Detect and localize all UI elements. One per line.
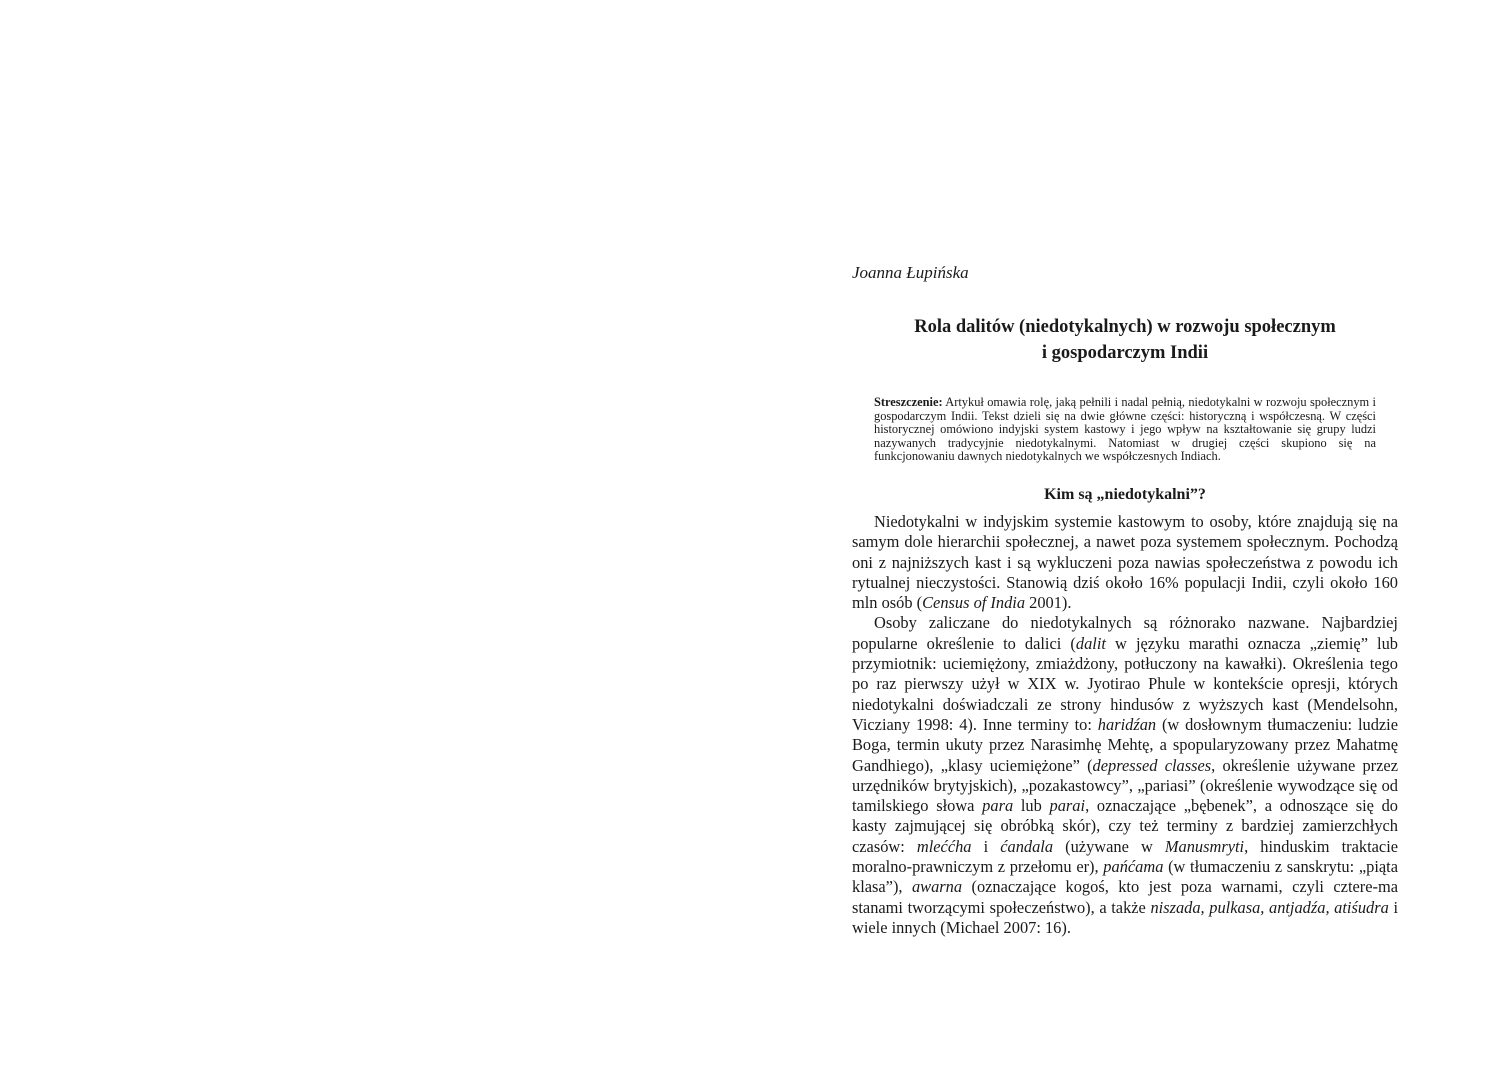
- italic-term: awarna: [911, 877, 963, 897]
- article-content: [852, 262, 1398, 938]
- article-title: [852, 314, 1398, 366]
- text-run: lub: [1013, 796, 1050, 816]
- italic-term: parai: [1049, 796, 1086, 816]
- body-text: [852, 512, 1398, 938]
- body-paragraph: [852, 512, 1398, 613]
- italic-term: depressed classes: [1092, 755, 1212, 775]
- italic-term: Census of India: [922, 593, 1026, 613]
- body-paragraph: [852, 613, 1398, 938]
- text-run: , określenie używane przez urzędników brytyjskich), „pozakastowcy”, „pariasi” (określenie wywodzące się od tamilskiego słowa: [852, 755, 1398, 816]
- text-run: (w dosłownym tłumaczeniu: ludzie Boga, termin ukuty przez Narasimhę Mehtę, a spopularyzowany przez Mahatmę Gandhiego), „klasy uciemiężone” (: [852, 714, 1398, 775]
- text-run: , hinduskim traktacie moralno-prawniczym z przełomu er),: [852, 836, 1399, 877]
- text-run: w języku marathi oznacza „ziemię” lub przymiotnik: uciemiężony, zmiażdżony, potłuczony na kawałki). Określenia tego po raz pierwszy użył w XIX w. Jyotirao Phule w kontekście opresji, których niedotykalni doświadczali ze strony hindusów z wyższych kast (Mendelsohn, Vicziany 1998: 4). Inne terminy to:: [852, 633, 1398, 734]
- italic-term: mleććha: [916, 836, 972, 856]
- italic-term: Manusmryti: [1164, 836, 1245, 856]
- text-run: (oznaczające kogoś, kto jest poza warnami, czyli cztere-ma stanami tworzącymi społeczeństwo), a także: [852, 877, 1398, 917]
- section-heading: Kim są „niedotykalni”?: [1044, 485, 1206, 503]
- italic-term: pańćama: [1103, 857, 1164, 877]
- abstract-text: Artykuł omawia rolę, jaką pełnili i nadal pełnią, niedotykalni w rozwoju społecznym i gospodarczym Indii. Tekst dzieli się na dwie główne części: historyczną i współczesną. W części historycznej omówiono indyjski system kastowy i jego wpływ na kształtowanie się grupy ludzi nazywanych tradycyjnie niedotykalnymi. Natomiast w drugiej części skupiono się na funkcjonowaniu dawnych niedotykalnych we współczesnych Indiach.: [874, 395, 1376, 464]
- text-run: i: [971, 836, 1001, 856]
- italic-term: ćandala: [1000, 836, 1054, 856]
- text-run: (używane w: [1053, 836, 1165, 856]
- author-name: Joanna Łupińska: [852, 263, 969, 282]
- italic-term: para: [982, 796, 1014, 816]
- italic-term: haridźan: [1097, 714, 1157, 734]
- article-title-line-1: Rola dalitów (niedotykalnych) w rozwoju społecznym: [914, 317, 1336, 337]
- text-run: i wiele innych (Michael 2007: 16).: [852, 897, 1399, 937]
- text-run: Niedotykalni w indyjskim systemie kastowym to osoby, które znajdują się na samym dole hierarchii społecznej, a nawet poza systemem społecznym. Pochodzą oni z najniższych kast i są wykluczeni poza nawias społeczeństwa z powodu ich rytualnej nieczystości. Stanowią dziś około 16% populacji Indii, czyli około 160 mln osób (: [852, 511, 1398, 613]
- italic-term: niszada, pulkasa, antjadźa, atiśudra: [1150, 897, 1389, 917]
- article-title-line-2: i gospodarczym Indii: [1041, 343, 1209, 363]
- abstract-label: Streszczenie:: [874, 395, 943, 409]
- text-run: Osoby zaliczane do niedotykalnych są różnorako nazwane. Najbardziej popularne określenie to dalici (: [852, 613, 1398, 653]
- text-run: (w tłumaczeniu z sanskrytu: „piąta klasa”),: [852, 857, 1398, 897]
- abstract: [874, 396, 1376, 464]
- italic-term: dalit: [1075, 633, 1106, 653]
- text-run: , oznaczające „bębenek”, a odnoszące się do kasty zajmującej się obróbką skór), czy też terminy z bardziej zamierzchłych czasów:: [852, 796, 1399, 856]
- text-run: 2001).: [1025, 593, 1072, 613]
